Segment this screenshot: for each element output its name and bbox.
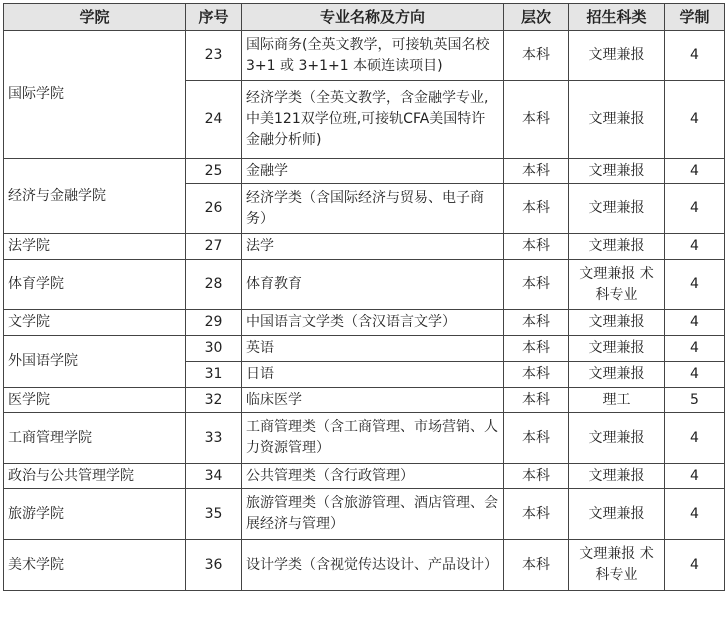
level-cell: 本科 [504,336,569,362]
major-cell: 国际商务(全英文教学，可接轨英国名校 3+1 或 3+1+1 本硕连读项目) [242,31,504,81]
header-no: 序号 [186,4,242,31]
years-cell: 4 [665,413,725,464]
years-cell: 5 [665,388,725,413]
no-cell: 25 [186,159,242,184]
level-cell: 本科 [504,31,569,81]
majors-table [3,3,725,591]
major-cell: 法学 [242,234,504,260]
category-cell: 文理兼报 [569,413,665,464]
level-cell: 本科 [504,413,569,464]
category-cell: 理工 [569,388,665,413]
years-cell: 4 [665,336,725,362]
years-cell: 4 [665,260,725,310]
no-cell: 29 [186,310,242,336]
category-cell: 文理兼报 [569,336,665,362]
level-cell: 本科 [504,159,569,184]
category-cell: 文理兼报 术科专业 [569,540,665,591]
no-cell: 30 [186,336,242,362]
header-college: 学院 [4,4,186,31]
table-row [4,31,725,81]
college-cell: 法学院 [4,234,186,260]
category-cell: 文理兼报 [569,310,665,336]
major-cell: 金融学 [242,159,504,184]
header-category: 招生科类 [569,4,665,31]
no-cell: 34 [186,464,242,489]
category-cell: 文理兼报 [569,489,665,540]
category-cell: 文理兼报 [569,234,665,260]
no-cell: 31 [186,362,242,388]
category-cell: 文理兼报 [569,81,665,159]
category-cell: 文理兼报 [569,184,665,234]
no-cell: 23 [186,31,242,81]
level-cell: 本科 [504,310,569,336]
no-cell: 32 [186,388,242,413]
years-cell: 4 [665,464,725,489]
years-cell: 4 [665,310,725,336]
years-cell: 4 [665,489,725,540]
college-cell: 旅游学院 [4,489,186,540]
major-cell: 英语 [242,336,504,362]
level-cell: 本科 [504,464,569,489]
major-cell: 中国语言文学类（含汉语言文学） [242,310,504,336]
years-cell: 4 [665,81,725,159]
no-cell: 26 [186,184,242,234]
category-cell: 文理兼报 [569,31,665,81]
header-level: 层次 [504,4,569,31]
years-cell: 4 [665,540,725,591]
major-cell: 日语 [242,362,504,388]
table-row [4,234,725,260]
level-cell: 本科 [504,184,569,234]
college-cell: 经济与金融学院 [4,159,186,234]
level-cell: 本科 [504,388,569,413]
category-cell: 文理兼报 术科专业 [569,260,665,310]
table-row [4,260,725,310]
major-cell: 临床医学 [242,388,504,413]
college-cell: 外国语学院 [4,336,186,388]
level-cell: 本科 [504,540,569,591]
table-row [4,310,725,336]
header-years: 学制 [665,4,725,31]
table-row [4,159,725,184]
category-cell: 文理兼报 [569,159,665,184]
no-cell: 36 [186,540,242,591]
years-cell: 4 [665,184,725,234]
major-cell: 工商管理类（含工商管理、市场营销、人力资源管理） [242,413,504,464]
no-cell: 35 [186,489,242,540]
category-cell: 文理兼报 [569,464,665,489]
no-cell: 28 [186,260,242,310]
table-row [4,540,725,591]
years-cell: 4 [665,159,725,184]
table-body [4,31,725,591]
category-cell: 文理兼报 [569,362,665,388]
years-cell: 4 [665,31,725,81]
college-cell: 医学院 [4,388,186,413]
table-row [4,464,725,489]
table-row [4,413,725,464]
no-cell: 33 [186,413,242,464]
college-cell: 体育学院 [4,260,186,310]
major-cell: 设计学类（含视觉传达设计、产品设计） [242,540,504,591]
header-row [4,4,725,31]
college-cell: 政治与公共管理学院 [4,464,186,489]
table-row [4,336,725,362]
major-cell: 体育教育 [242,260,504,310]
years-cell: 4 [665,234,725,260]
major-cell: 旅游管理类（含旅游管理、酒店管理、会展经济与管理） [242,489,504,540]
college-cell: 文学院 [4,310,186,336]
major-cell: 公共管理类（含行政管理） [242,464,504,489]
table-row [4,388,725,413]
level-cell: 本科 [504,362,569,388]
college-cell: 工商管理学院 [4,413,186,464]
level-cell: 本科 [504,81,569,159]
major-cell: 经济学类（全英文教学，含金融学专业,中美121双学位班,可接轨CFA美国特许金融分析师) [242,81,504,159]
level-cell: 本科 [504,260,569,310]
no-cell: 27 [186,234,242,260]
college-cell: 国际学院 [4,31,186,159]
table-row [4,489,725,540]
major-cell: 经济学类（含国际经济与贸易、电子商务） [242,184,504,234]
header-major: 专业名称及方向 [242,4,504,31]
no-cell: 24 [186,81,242,159]
years-cell: 4 [665,362,725,388]
level-cell: 本科 [504,489,569,540]
college-cell: 美术学院 [4,540,186,591]
level-cell: 本科 [504,234,569,260]
